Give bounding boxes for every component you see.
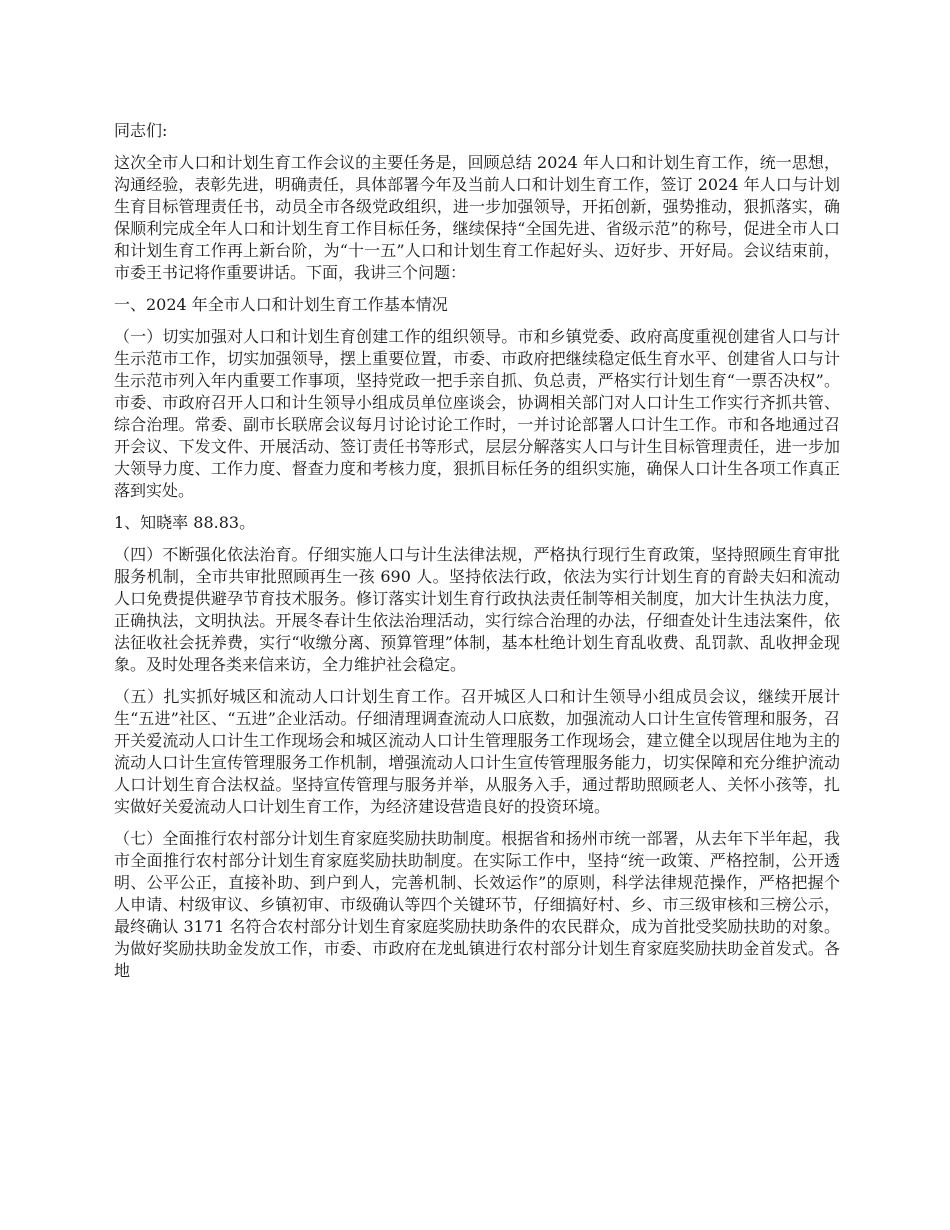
- paragraph-rewards: （七）全面推行农村部分计划生育家庭奖励扶助制度。根据省和扬州市统一部署，从去年下半年起，我市全面推行农村部分计划生育家庭奖励扶助制度。在实际工作中，坚持“统一政策、严格控制，公开透明、公平公正，直接补助、到户到人，完善机制、长效运作”的原则，科学法律规范操作，严格把握个人申请、村级审议、乡镇初审、市级确认等四个关键环节，仔细搞好村、乡、市三级审核和三榜公示，最终确认 3171 名符合农村部分计划生育家庭奖励扶助条件的农民群众，成为首批受奖励扶助的对象。为做好奖励扶助金发放工作，市委、市政府在龙虬镇进行农村部分计划生育家庭奖励扶助金首发式。各地: [114, 829, 840, 980]
- paragraph-floating-population: （五）扎实抓好城区和流动人口计划生育工作。召开城区人口和计生领导小组成员会议，继续开展计生“五进”社区、“五进”企业活动。仔细清理调查流动人口底数，加强流动人口计生宣传管理和服务，召开关爱流动人口计生工作现场会和城区流动人口计生管理服务工作现场会，建立健全以现居住地为主的流动人口计生宣传管理服务工作机制，增强流动人口计生宣传管理服务能力，切实保障和充分维护流动人口计划生育合法权益。坚持宣传管理与服务并举，从服务入手，通过帮助照顾老人、关怀小孩等，扎实做好关爱流动人口计划生育工作，为经济建设营造良好的投资环境。: [114, 687, 840, 816]
- paragraph-awareness-rate: 1、知晓率 88.83。: [114, 513, 256, 532]
- paragraph-organization: （一）切实加强对人口和计划生育创建工作的组织领导。市和乡镇党委、政府高度重视创建省人口与计生示范市工作，切实加强领导，摆上重要位置，市委、市政府把继续稳定低生育水平、创建省人口与计生示范市列入年内重要工作事项，坚持党政一把手亲自抓、负总责，严格实行计划生育“一票否决权”。市委、市政府召开人口和计生领导小组成员单位座谈会，协调相关部门对人口计生工作实行齐抓共管、综合治理。常委、副市长联席会议每月讨论讨论工作时，一并讨论部署人口计生工作。市和各地通过召开会议、下发文件、开展活动、签订责任书等形式，层层分解落实人口与计生目标管理责任，进一步加大领导力度、工作力度、督查力度和考核力度，狠抓目标任务的组织实施，确保人口计生各项工作真正落到实处。: [114, 327, 840, 500]
- document-body: [114, 120, 840, 992]
- greeting: 同志们:: [114, 121, 168, 140]
- paragraph-law: （四）不断强化依法治育。仔细实施人口与计生法律法规，严格执行现行生育政策，坚持照顾生育审批服务机制，全市共审批照顾再生一孩 690 人。坚持依法行政，依法为实行计划生育的育龄夫妇和流动人口免费提供避孕节育技术服务。修订落实计划生育行政执法责任制等相关制度，加大计生执法力度，正确执法，文明执法。开展冬春计生依法治理活动，实行综合治理的办法，仔细查处计生违法案件，依法征收社会抚养费，实行“收缴分离、预算管理”体制，基本杜绝计划生育乱收费、乱罚款、乱收押金现象。及时处理各类来信来访，全力维护社会稳定。: [114, 545, 840, 674]
- section-heading: 一、2024 年全市人口和计划生育工作基本情况: [114, 295, 448, 314]
- paragraph-intro: 这次全市人口和计划生育工作会议的主要任务是，回顾总结 2024 年人口和计划生育工作，统一思想，沟通经验，表彰先进，明确责任，具体部署今年及当前人口和计划生育工作，签订 2024 年人口与计划生育目标管理责任书，动员全市各级党政组织，进一步加强领导，开拓创新，强势推动，狠抓落实，确保顺利完成全年人口和计划生育工作目标任务，继续保持“全国先进、省级示范”的称号，促进全市人口和计划生育工作再上新台阶，为“十一五”人口和计划生育工作起好头、迈好步、开好局。会议结束前，市委王书记将作重要讲话。下面，我讲三个问题：: [114, 153, 840, 282]
